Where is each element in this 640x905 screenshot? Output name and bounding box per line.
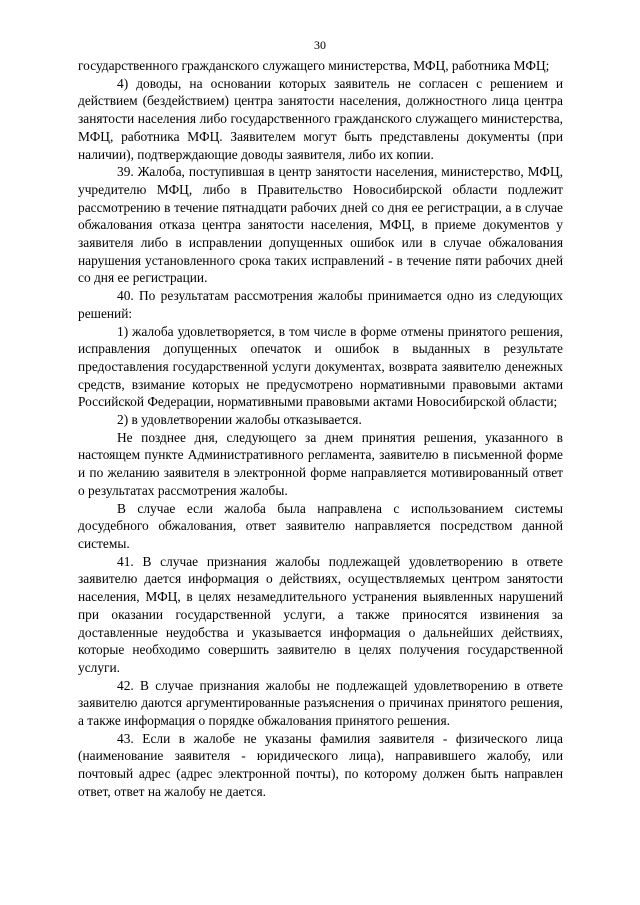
paragraph-41: 41. В случае признания жалобы подлежащей удовлетворению в ответе заявителю дается информация о действиях, осуществляемых центром занятости населения, МФЦ, в целях незамедлительного устранения выявленных нарушений при оказании государственной услуги, а также приносятся извинения за доставленные неудобства и указывается информация о дальнейших действиях, которые необходимо совершить заявителю в целях получения государственной услуги. [78,553,563,675]
page-number: 30 [314,38,326,52]
paragraph-40-item-2: 2) в удовлетворении жалобы отказывается. [117,412,362,428]
paragraph-item-4: 4) доводы, на основании которых заявитель не согласен с решением и действием (бездействием) центра занятости населения, должностного лица центра занятости населения либо государственного гражданского служащего министерства, МФЦ, работника МФЦ. Заявителем могут быть представлены документы (при наличии), подтверждающие доводы заявителя, либо их копии. [78,75,563,162]
paragraph-42: 42. В случае признания жалобы не подлежащей удовлетворению в ответе заявителю даются аргументированные разъяснения о причинах принятого решения, а также информация о порядке обжалования принятого решения. [78,677,563,729]
paragraph-response-deadline: Не позднее дня, следующего за днем принятия решения, указанного в настоящем пункте Административного регламента, заявителю в письменной форме и по желанию заявителя в электронной форме направляется мотивированный ответ о результатах рассмотрения жалобы. [78,429,563,498]
paragraph-pretrial-system: В случае если жалоба была направлена с использованием системы досудебного обжалования, ответ заявителю направляется посредством данной системы. [78,500,563,551]
paragraph-40-item-1: 1) жалоба удовлетворяется, в том числе в форме отмены принятого решения, исправления допущенных опечаток и ошибок в выданных в результате предоставления государственной услуги документах, возврата заявителю денежных средств, взимание которых не предусмотрено нормативными правовыми актами Российской Федерации, нормативными правовыми актами Новосибирской области; [78,323,563,410]
paragraph-40: 40. По результатам рассмотрения жалобы принимается одно из следующих решений: [78,288,563,321]
paragraph-43: 43. Если в жалобе не указаны фамилия заявителя - физического лица (наименование заявителя - юридического лица), направившего жалобу, или почтовый адрес (адрес электронной почты), по которому должен быть направлен ответ, ответ на жалобу не дается. [78,730,563,799]
document-body [78,57,563,801]
paragraph-continuation: государственного гражданского служащего министерства, МФЦ, работника МФЦ; [78,58,550,73]
paragraph-39: 39. Жалоба, поступившая в центр занятости населения, министерство, МФЦ, учредителю МФЦ, либо в Правительство Новосибирской области подлежит рассмотрению в течение пятнадцати рабочих дней со дня ее регистрации, а в случае обжалования отказа центра занятости населения, МФЦ, в приеме документов у заявителя либо в исправлении допущенных ошибок или в случае обжалования нарушения установленного срока таких исправлений - в течение пяти рабочих дней со дня ее регистрации. [78,164,563,286]
